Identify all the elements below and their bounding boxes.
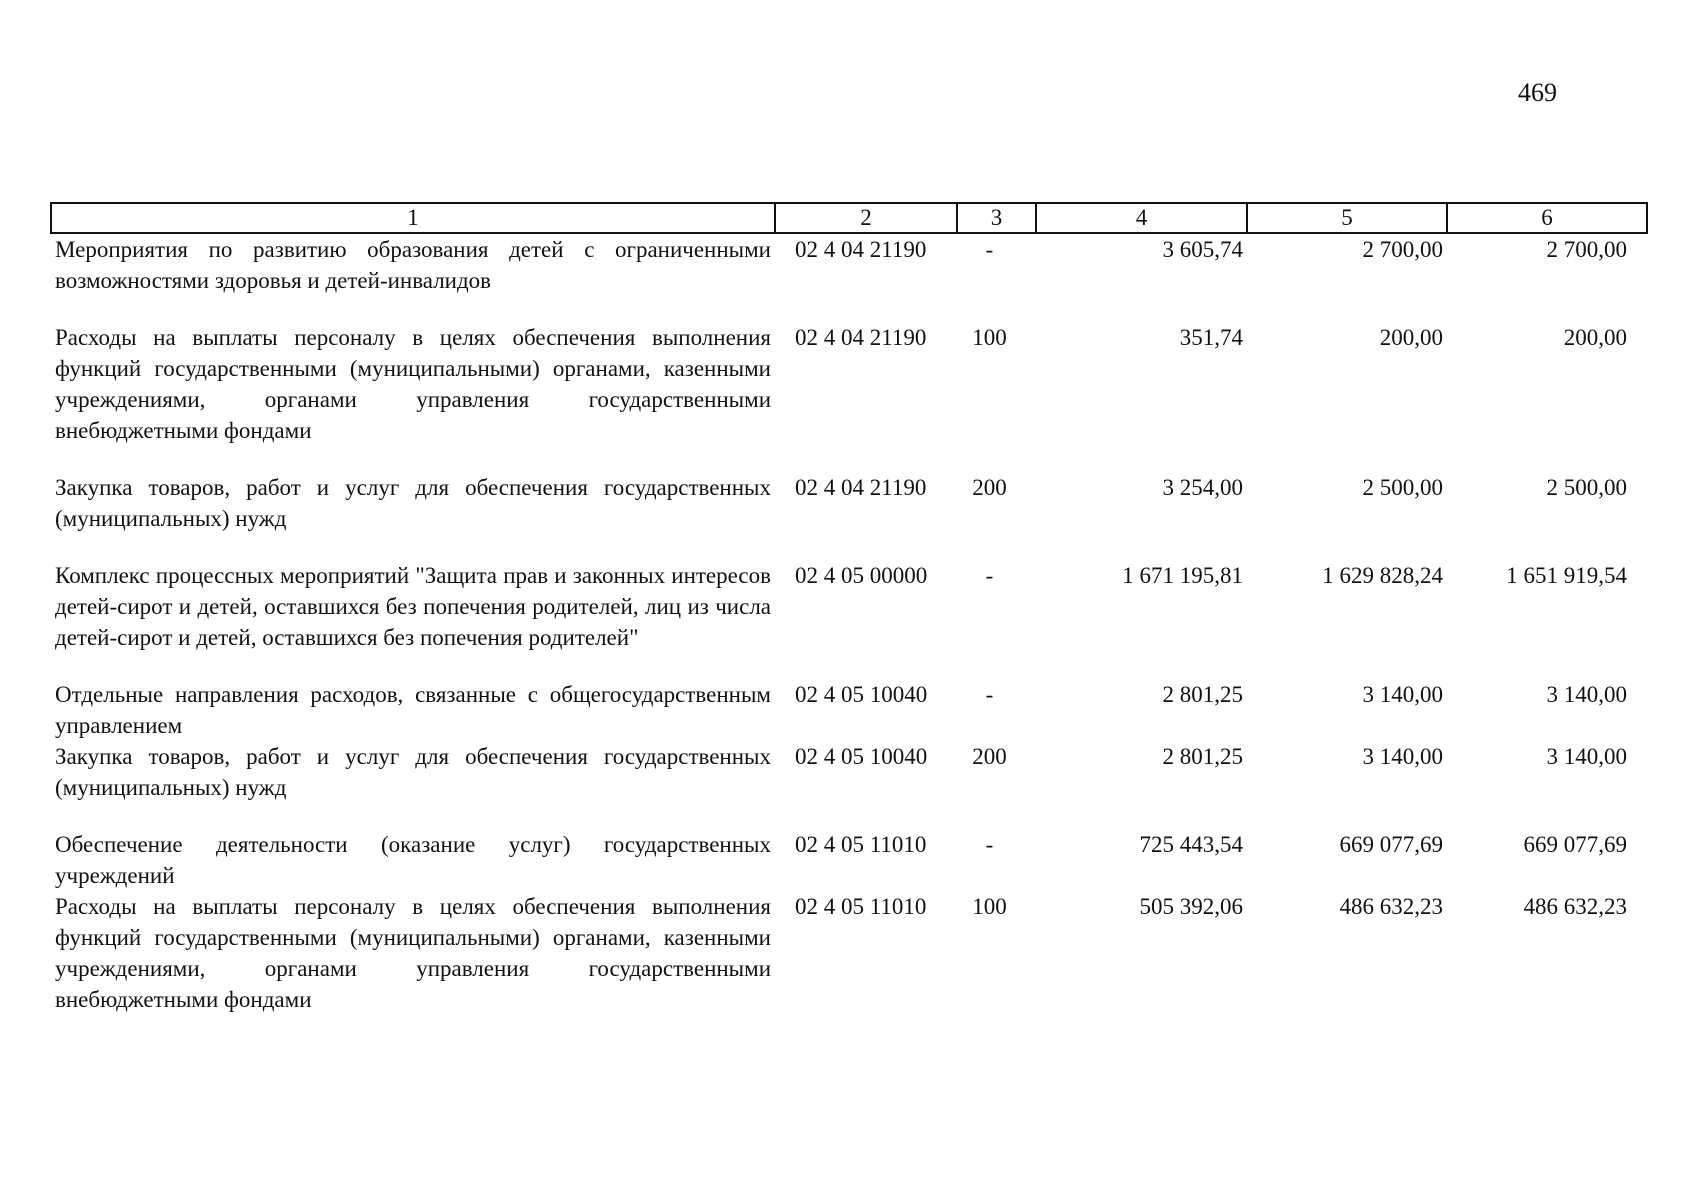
value-col6-cell: 486 632,23	[1523, 894, 1627, 919]
code-cell: 02 4 04 21190	[795, 237, 927, 262]
value-col4-cell: 3 605,74	[1162, 237, 1243, 262]
value-col4-cell: 3 254,00	[1162, 475, 1243, 500]
value-col5-cell: 200,00	[1379, 325, 1443, 350]
expense-type-cell: 100	[972, 894, 1007, 919]
description-cell: Отдельные направления расходов, связанные с общегосударственным управлением	[55, 682, 771, 738]
value-col6-cell: 3 140,00	[1546, 744, 1627, 769]
description-cell: Закупка товаров, работ и услуг для обеспечения государственных (муниципальных) нужд	[55, 475, 771, 531]
description-cell: Расходы на выплаты персоналу в целях обеспечения выполнения функций государственными (муниципальными) органами, казенными учреждениями, органами управления государственными внебюджетными фондами	[55, 325, 771, 443]
value-col6-cell: 200,00	[1563, 325, 1627, 350]
description-cell: Закупка товаров, работ и услуг для обеспечения государственных (муниципальных) нужд	[55, 744, 771, 800]
code-cell: 02 4 05 00000	[795, 563, 928, 588]
value-col6-cell: 2 700,00	[1546, 237, 1627, 262]
value-col5-cell: 1 629 828,24	[1322, 563, 1443, 588]
value-col4-cell: 351,74	[1179, 325, 1243, 350]
table-row	[51, 679, 1647, 741]
value-col5-cell: 3 140,00	[1362, 744, 1443, 769]
code-cell: 02 4 05 10040	[795, 744, 928, 769]
code-cell: 02 4 04 21190	[795, 325, 927, 350]
value-col6-cell: 669 077,69	[1523, 832, 1627, 857]
expense-type-cell: 200	[972, 744, 1007, 769]
value-col5-cell: 3 140,00	[1362, 682, 1443, 707]
header-cell-5: 5	[1247, 203, 1447, 233]
description-cell: Мероприятия по развитию образования детей с ограниченными возможностями здоровья и детей-инвалидов	[55, 237, 771, 293]
value-col5-cell: 2 700,00	[1362, 237, 1443, 262]
description-cell: Обеспечение деятельности (оказание услуг) государственных учреждений	[55, 832, 771, 888]
code-cell: 02 4 05 11010	[795, 894, 927, 919]
header-cell-1: 1	[51, 203, 775, 233]
header-row	[51, 203, 1647, 233]
description-cell: Комплекс процессных мероприятий "Защита прав и законных интересов детей-сирот и детей, оставшихся без попечения родителей, лиц из числа детей-сирот и детей, оставшихся без попечения родителей"	[55, 563, 771, 650]
expense-type-cell: 100	[972, 325, 1007, 350]
table-row	[51, 233, 1647, 322]
header-cell-2: 2	[775, 203, 957, 233]
table-row	[51, 560, 1647, 679]
header-cell-6: 6	[1447, 203, 1647, 233]
table-row	[51, 741, 1647, 829]
budget-table	[50, 202, 1648, 1015]
value-col5-cell: 486 632,23	[1339, 894, 1443, 919]
expense-type-cell: -	[985, 832, 994, 857]
expense-type-cell: -	[985, 237, 994, 262]
value-col4-cell: 505 392,06	[1139, 894, 1243, 919]
header-cell-4: 4	[1036, 203, 1247, 233]
value-col5-cell: 2 500,00	[1362, 475, 1443, 500]
code-cell: 02 4 05 11010	[795, 832, 927, 857]
page-number: 469	[1518, 78, 1557, 107]
expense-type-cell: 200	[972, 475, 1007, 500]
table-row	[51, 829, 1647, 891]
expense-type-cell: -	[985, 563, 994, 588]
code-cell: 02 4 04 21190	[795, 475, 927, 500]
value-col4-cell: 1 671 195,81	[1122, 563, 1243, 588]
description-cell: Расходы на выплаты персоналу в целях обеспечения выполнения функций государственными (муниципальными) органами, казенными учреждениями, органами управления государственными внебюджетными фондами	[55, 894, 771, 1012]
value-col4-cell: 2 801,25	[1162, 682, 1243, 707]
value-col6-cell: 1 651 919,54	[1506, 563, 1627, 588]
value-col4-cell: 725 443,54	[1139, 832, 1243, 857]
table-row	[51, 322, 1647, 472]
table-body	[51, 233, 1647, 1015]
table-row	[51, 472, 1647, 560]
code-cell: 02 4 05 10040	[795, 682, 928, 707]
table-row	[51, 891, 1647, 1015]
expense-type-cell: -	[985, 682, 994, 707]
value-col5-cell: 669 077,69	[1339, 832, 1443, 857]
header-cell-3: 3	[957, 203, 1036, 233]
value-col6-cell: 3 140,00	[1546, 682, 1627, 707]
value-col6-cell: 2 500,00	[1546, 475, 1627, 500]
value-col4-cell: 2 801,25	[1162, 744, 1243, 769]
